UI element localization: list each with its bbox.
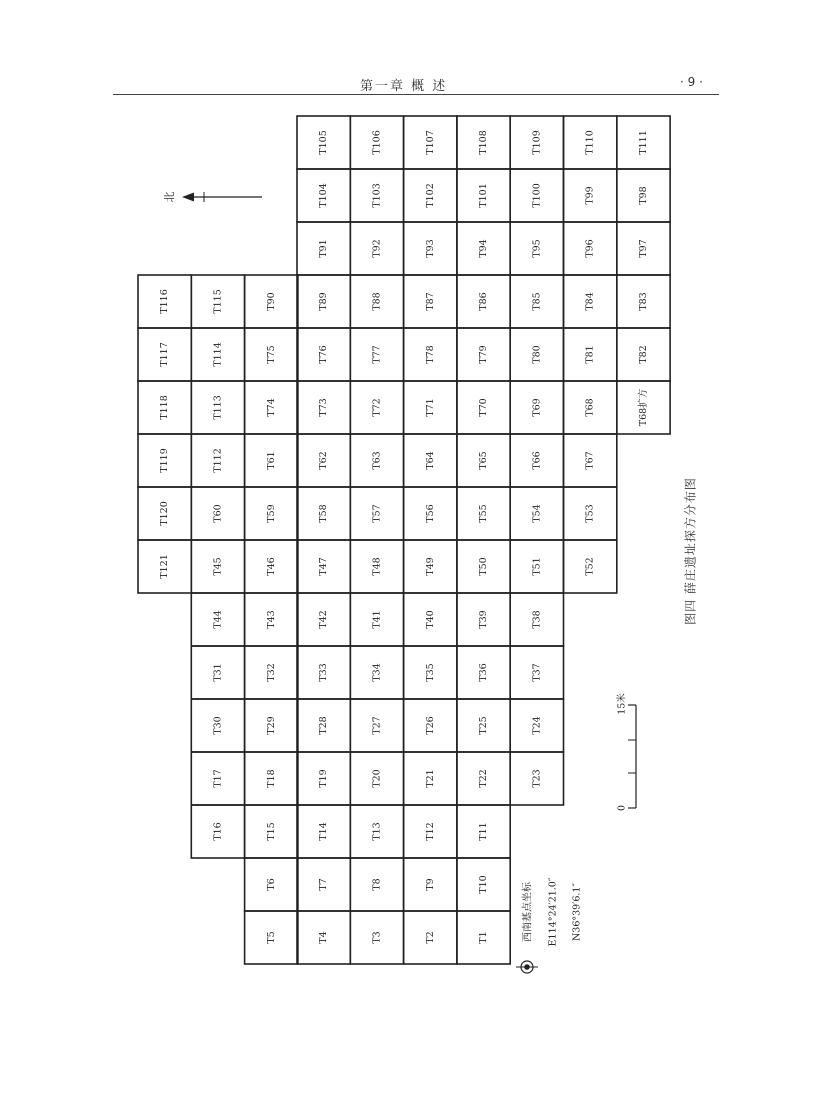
page-number: · 9 · <box>680 75 703 89</box>
trench-label: T20 <box>371 769 383 788</box>
trench-label: T101 <box>478 183 490 208</box>
trench-label: T102 <box>424 183 436 208</box>
trench-label: T89 <box>318 292 330 311</box>
trench-label: T57 <box>371 504 383 523</box>
trench-label: T118 <box>159 395 171 420</box>
trench-label: T65 <box>478 451 490 470</box>
trench-label: T77 <box>371 345 383 364</box>
trench-label: T43 <box>265 610 277 629</box>
datum-east: E114°24′21.0″ <box>547 877 559 947</box>
trench-label: T18 <box>265 769 277 788</box>
trench-label: T16 <box>212 822 224 841</box>
trench-label: T9 <box>424 878 436 891</box>
trench-label: T54 <box>531 504 543 523</box>
trench-label: T74 <box>265 398 277 417</box>
trench-label: T97 <box>637 239 649 258</box>
trench-label: T107 <box>424 130 436 155</box>
trench-label: T44 <box>212 610 224 629</box>
trench-label: T110 <box>584 130 596 155</box>
trench-label: T7 <box>318 878 330 891</box>
trench-label: T31 <box>212 663 224 682</box>
trench-label: T56 <box>424 504 436 523</box>
trench-label: T83 <box>637 292 649 311</box>
scale-end-label: 15米 <box>616 693 628 715</box>
datum-north: N36°39′6.1″ <box>571 882 583 942</box>
trench-label: T104 <box>318 183 330 208</box>
trench-label: T25 <box>478 716 490 735</box>
trench-label: T13 <box>371 822 383 841</box>
north-arrow <box>163 192 262 203</box>
trench-label: T62 <box>318 451 330 470</box>
trench-label: T75 <box>265 345 277 364</box>
trench-label: T51 <box>531 557 543 576</box>
trench-label: T55 <box>478 504 490 523</box>
trench-label: T40 <box>424 610 436 629</box>
trench-label: T86 <box>478 292 490 311</box>
trench-label: T67 <box>584 451 596 470</box>
trench-label: T4 <box>318 931 330 944</box>
trench-label: T52 <box>584 557 596 576</box>
trench-label: T113 <box>212 395 224 420</box>
datum-title: 西南基点坐标 <box>522 882 534 942</box>
datum-marker <box>516 877 583 973</box>
trench-label: T99 <box>584 186 596 205</box>
trench-label: T116 <box>159 289 171 314</box>
trench-label: T71 <box>424 398 436 417</box>
trench-label: T48 <box>371 557 383 576</box>
trench-label: T42 <box>318 610 330 629</box>
trench-label: T109 <box>531 130 543 155</box>
trench-label: T17 <box>212 769 224 788</box>
trench-label: T78 <box>424 345 436 364</box>
trench-label: T100 <box>531 183 543 208</box>
trench-label: T5 <box>265 931 277 944</box>
trench-label: T111 <box>637 130 649 155</box>
trench-label: T15 <box>265 822 277 841</box>
trench-label: T22 <box>478 769 490 788</box>
trench-label: T117 <box>159 342 171 367</box>
trench-label: T85 <box>531 292 543 311</box>
trench-label: T63 <box>371 451 383 470</box>
trench-label: T115 <box>212 289 224 314</box>
trench-label: T26 <box>424 716 436 735</box>
trench-label: T94 <box>478 239 490 258</box>
trench-label: T79 <box>478 345 490 364</box>
trench-label: T96 <box>584 239 596 258</box>
trench-label: T19 <box>318 769 330 788</box>
north-label: 北 <box>163 191 176 203</box>
trench-label: T14 <box>318 822 330 841</box>
trench-label: T95 <box>531 239 543 258</box>
trench-label: T98 <box>637 186 649 205</box>
trench-label: T103 <box>371 183 383 208</box>
trench-label: T68 <box>584 398 596 417</box>
trench-label: T45 <box>212 557 224 576</box>
trench-label: T87 <box>424 292 436 311</box>
trench-label: T69 <box>531 398 543 417</box>
trench-label: T28 <box>318 716 330 735</box>
trench-label: T37 <box>531 663 543 682</box>
trench-label: T120 <box>159 501 171 526</box>
trench-label: T34 <box>371 663 383 682</box>
trench-label: T84 <box>584 292 596 311</box>
trench-label: T3 <box>371 931 383 944</box>
trench-label: T91 <box>318 239 330 258</box>
trench-label: T6 <box>265 878 277 891</box>
trench-label: T59 <box>265 504 277 523</box>
trench-label: T33 <box>318 663 330 682</box>
trench-label: T88 <box>371 292 383 311</box>
trench-label: T41 <box>371 610 383 629</box>
trench-label: T64 <box>424 451 436 470</box>
trench-label: T53 <box>584 504 596 523</box>
trench-label: T49 <box>424 557 436 576</box>
trench-label: T60 <box>212 504 224 523</box>
trench-label: T61 <box>265 451 277 470</box>
trench-label: T27 <box>371 716 383 735</box>
trench-label: T11 <box>478 822 490 841</box>
trench-label: T80 <box>531 345 543 364</box>
trench-label: T38 <box>531 610 543 629</box>
trench-label: T36 <box>478 663 490 682</box>
trench-label: T70 <box>478 398 490 417</box>
trench-label: T1 <box>478 931 490 944</box>
trench-label: T76 <box>318 345 330 364</box>
scale-bar <box>616 693 637 811</box>
trench-label: T68扩方 <box>637 388 649 427</box>
trench-label: T108 <box>478 130 490 155</box>
trench-label: T121 <box>159 554 171 579</box>
trench-label: T46 <box>265 557 277 576</box>
trench-label: T58 <box>318 504 330 523</box>
trench-label: T90 <box>265 292 277 311</box>
trench-label: T12 <box>424 822 436 841</box>
trench-label: T81 <box>584 345 596 364</box>
trench-label: T82 <box>637 345 649 364</box>
trench-label: T8 <box>371 878 383 891</box>
trench-label: T23 <box>531 769 543 788</box>
trench-label: T21 <box>424 769 436 788</box>
trench-label: T30 <box>212 716 224 735</box>
trench-label: T39 <box>478 610 490 629</box>
figure-caption: 图四 薛庄遗址探方分布图 <box>683 477 698 625</box>
trench-label: T114 <box>212 342 224 367</box>
chapter-header: 第一章 概 述 <box>360 79 448 94</box>
trench-label: T105 <box>318 130 330 155</box>
trench-label: T72 <box>371 398 383 417</box>
trench-label: T112 <box>212 448 224 473</box>
trench-label: T106 <box>371 130 383 155</box>
trench-label: T66 <box>531 451 543 470</box>
trench-label: T32 <box>265 663 277 682</box>
trench-label: T50 <box>478 557 490 576</box>
trench-grid <box>138 116 670 964</box>
scale-start-label: 0 <box>616 804 628 812</box>
trench-label: T47 <box>318 557 330 576</box>
trench-label: T93 <box>424 239 436 258</box>
trench-label: T10 <box>478 875 490 894</box>
trench-label: T35 <box>424 663 436 682</box>
trench-label: T92 <box>371 239 383 258</box>
trench-label: T2 <box>424 931 436 944</box>
trench-label: T29 <box>265 716 277 735</box>
trench-label: T119 <box>159 448 171 473</box>
trench-label: T24 <box>531 716 543 735</box>
trench-label: T73 <box>318 398 330 417</box>
